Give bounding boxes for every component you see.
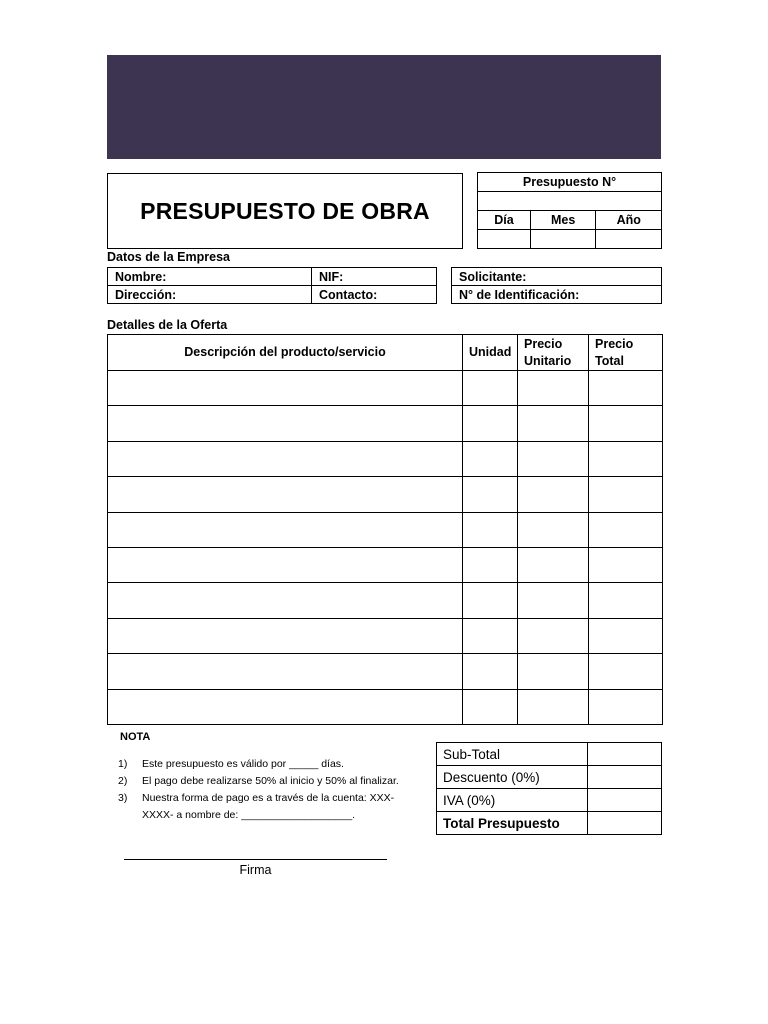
month-field[interactable] <box>530 230 596 249</box>
table-row <box>108 618 663 653</box>
client-table <box>451 267 662 304</box>
cell-description[interactable] <box>108 406 463 441</box>
cell-unit[interactable] <box>463 547 518 582</box>
cell-unit[interactable] <box>463 583 518 618</box>
cell-total-price[interactable] <box>589 547 663 582</box>
cell-unit[interactable] <box>463 441 518 476</box>
company-section-label: Datos de la Empresa <box>107 250 230 264</box>
company-address-label: Dirección: <box>115 287 177 302</box>
vat-value[interactable] <box>588 789 662 812</box>
total-value[interactable] <box>588 812 662 835</box>
table-row <box>108 441 663 476</box>
offer-section-label: Detalles de la Oferta <box>107 318 228 332</box>
note-number: 1) <box>118 758 128 770</box>
cell-description[interactable] <box>108 441 463 476</box>
cell-unit-price[interactable] <box>518 618 589 653</box>
header-banner <box>107 55 661 159</box>
cell-total-price[interactable] <box>589 654 663 689</box>
cell-description[interactable] <box>108 654 463 689</box>
cell-unit-price[interactable] <box>518 406 589 441</box>
cell-unit[interactable] <box>463 689 518 724</box>
client-id-label: N° de Identificación: <box>459 287 580 302</box>
note-item <box>118 756 418 773</box>
cell-description[interactable] <box>108 618 463 653</box>
budget-number-field[interactable] <box>478 192 662 211</box>
cell-unit-price[interactable] <box>518 689 589 724</box>
cell-unit-price[interactable] <box>518 477 589 512</box>
col-description-header: Descripción del producto/servicio <box>108 335 463 371</box>
year-label: Año <box>596 211 662 230</box>
table-row <box>108 654 663 689</box>
col-total-price-header: Precio Total <box>589 335 663 371</box>
signature-line[interactable] <box>124 859 387 860</box>
cell-total-price[interactable] <box>589 689 663 724</box>
company-nif-label: NIF: <box>319 269 344 284</box>
page-title: PRESUPUESTO DE OBRA <box>140 197 430 224</box>
table-row <box>108 689 663 724</box>
cell-unit-price[interactable] <box>518 512 589 547</box>
company-contact-field[interactable] <box>312 286 437 304</box>
offer-table <box>107 334 663 725</box>
cell-description[interactable] <box>108 689 463 724</box>
cell-unit[interactable] <box>463 477 518 512</box>
note-text: Nuestra forma de pago es a través de la cuenta: XXX-XXXX- a nombre de: ___________________. <box>142 792 395 821</box>
note-text: Este presupuesto es válido por _____ días. <box>142 758 344 770</box>
subtotal-label: Sub-Total <box>437 743 588 766</box>
company-nif-field[interactable] <box>312 268 437 286</box>
note-item <box>118 773 418 790</box>
day-label: Día <box>478 211 531 230</box>
note-number: 3) <box>118 792 128 804</box>
table-row <box>108 406 663 441</box>
cell-total-price[interactable] <box>589 512 663 547</box>
company-name-label: Nombre: <box>115 269 167 284</box>
table-row <box>108 547 663 582</box>
subtotal-value[interactable] <box>588 743 662 766</box>
cell-unit[interactable] <box>463 406 518 441</box>
budget-number-label: Presupuesto N° <box>478 173 662 192</box>
budget-number-table <box>477 172 662 249</box>
offer-body <box>108 371 663 725</box>
signature-label: Firma <box>239 863 272 877</box>
cell-total-price[interactable] <box>589 406 663 441</box>
requester-label: Solicitante: <box>459 269 527 284</box>
cell-total-price[interactable] <box>589 583 663 618</box>
total-label: Total Presupuesto <box>437 812 588 835</box>
title-box <box>107 173 463 249</box>
cell-unit[interactable] <box>463 654 518 689</box>
company-name-field[interactable] <box>108 268 312 286</box>
note-text: El pago debe realizarse 50% al inicio y 50% al finalizar. <box>142 775 399 787</box>
cell-description[interactable] <box>108 547 463 582</box>
cell-unit-price[interactable] <box>518 583 589 618</box>
discount-label: Descuento (0%) <box>437 766 588 789</box>
year-field[interactable] <box>596 230 662 249</box>
note-number: 2) <box>118 775 128 787</box>
col-unit-price-header: Precio Unitario <box>518 335 589 371</box>
offer-header-row <box>108 335 663 371</box>
cell-unit-price[interactable] <box>518 371 589 406</box>
company-address-field[interactable] <box>108 286 312 304</box>
month-label: Mes <box>530 211 596 230</box>
cell-total-price[interactable] <box>589 477 663 512</box>
vat-label: IVA (0%) <box>437 789 588 812</box>
cell-description[interactable] <box>108 512 463 547</box>
cell-unit-price[interactable] <box>518 654 589 689</box>
cell-description[interactable] <box>108 583 463 618</box>
cell-unit[interactable] <box>463 618 518 653</box>
cell-total-price[interactable] <box>589 371 663 406</box>
cell-unit[interactable] <box>463 512 518 547</box>
notes-list <box>118 756 418 824</box>
notes-title: NOTA <box>120 731 151 743</box>
table-row <box>108 583 663 618</box>
cell-total-price[interactable] <box>589 441 663 476</box>
company-contact-label: Contacto: <box>319 287 378 302</box>
company-table <box>107 267 437 304</box>
cell-total-price[interactable] <box>589 618 663 653</box>
table-row <box>108 477 663 512</box>
requester-field[interactable] <box>452 268 662 286</box>
cell-description[interactable] <box>108 371 463 406</box>
day-field[interactable] <box>478 230 531 249</box>
discount-value[interactable] <box>588 766 662 789</box>
table-row <box>108 512 663 547</box>
table-row <box>108 371 663 406</box>
col-unit-header: Unidad <box>463 335 518 371</box>
cell-unit-price[interactable] <box>518 441 589 476</box>
note-item <box>118 790 418 824</box>
client-id-field[interactable] <box>452 286 662 304</box>
cell-unit-price[interactable] <box>518 547 589 582</box>
cell-unit[interactable] <box>463 371 518 406</box>
cell-description[interactable] <box>108 477 463 512</box>
totals-table <box>436 742 662 835</box>
